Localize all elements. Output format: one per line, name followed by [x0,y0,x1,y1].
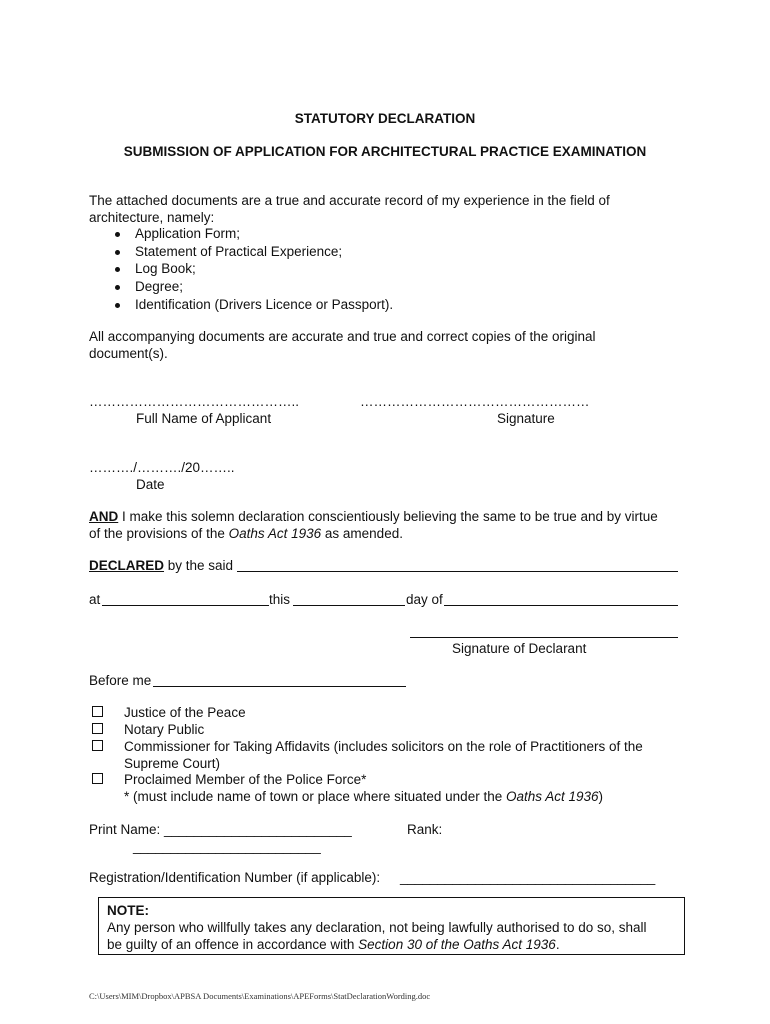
option-notary-public: Notary Public [124,722,205,737]
registration-label: Registration/Identification Number (if applicable): [89,870,381,885]
bullet-icon [115,267,120,272]
full-name-field[interactable]: ……………………………………….. [89,394,300,409]
note-title: NOTE: [107,903,149,918]
and-word: AND [89,509,119,524]
list-item: Application Form; [113,225,393,243]
list-item: Identification (Drivers Licence or Passport). [113,296,393,314]
option-commissioner: Commissioner for Taking Affidavits (includes solicitors on the role of Practitioners of the [124,739,643,754]
documents-list [113,225,393,313]
note-box [98,897,685,955]
day-line[interactable] [293,605,405,606]
list-item: Statement of Practical Experience; [113,243,393,261]
month-year-line[interactable] [444,605,678,606]
before-me-line[interactable] [153,686,406,687]
solemn-text-line1: AND I make this solemn declaration conscientiously believing the same to be true and by virtue [89,509,658,524]
full-name-label: Full Name of Applicant [136,411,272,426]
accompany-text-line1: All accompanying documents are accurate and true and correct copies of the original [89,329,596,344]
list-item: Degree; [113,278,393,296]
file-path-footer: C:\Users\MIM\Dropbox\APBSA Documents\Examinations\APEForms\StatDeclarationWording.doc [89,991,431,1001]
bullet-icon [115,303,120,308]
declarant-signature-line[interactable] [410,637,678,638]
registration-field[interactable]: __________________________________ [400,870,656,885]
place-line[interactable] [102,605,269,606]
checkbox-notary-public[interactable] [92,723,103,734]
print-name-line2[interactable]: _________________________ [133,839,321,854]
date-label: Date [136,477,165,492]
bullet-icon [115,250,120,255]
option-police-force: Proclaimed Member of the Police Force* [124,772,367,787]
list-item: Log Book; [113,260,393,278]
solemn-text-line2: of the provisions of the Oaths Act 1936 as amended. [89,526,403,541]
declared-by-label: DECLARED by the said [89,558,234,573]
bullet-icon [115,285,120,290]
document-title: STATUTORY DECLARATION [294,111,476,126]
document-subtitle: SUBMISSION OF APPLICATION FOR ARCHITECTURAL PRACTICE EXAMINATION [123,144,647,159]
intro-text-line1: The attached documents are a true and accurate record of my experience in the field of [89,193,610,208]
this-label: this [269,592,291,607]
signature-label: Signature [497,411,555,426]
bullet-icon [115,232,120,237]
note-text-line1: Any person who willfully takes any declaration, not being lawfully authorised to do so, shall [107,920,647,935]
signature-field[interactable]: …………………………………………… [360,394,590,409]
oaths-act-ref: Oaths Act 1936 [228,526,322,541]
before-me-label: Before me [89,673,152,688]
declared-name-line[interactable] [237,571,678,572]
intro-text-line2: architecture, namely: [89,210,215,225]
checkbox-commissioner[interactable] [92,740,103,751]
option-justice-of-peace: Justice of the Peace [124,705,246,720]
checkbox-justice-of-peace[interactable] [92,706,103,717]
at-label: at [89,592,101,607]
date-field[interactable]: ………./………./20…….. [89,460,235,475]
section-30-ref: Section 30 of the Oaths Act 1936 [358,937,556,952]
print-name-field[interactable]: Print Name: _________________________ [89,822,352,837]
note-text-line2: be guilty of an offence in accordance with Section 30 of the Oaths Act 1936. [107,937,560,952]
rank-label: Rank: [407,822,443,837]
accompany-text-line2: document(s). [89,346,168,361]
declarant-signature-label: Signature of Declarant [452,641,587,656]
police-footnote: * (must include name of town or place where situated under the Oaths Act 1936) [124,789,604,804]
day-of-label: day of [406,592,443,607]
option-commissioner-cont: Supreme Court) [124,756,221,771]
checkbox-police-force[interactable] [92,773,103,784]
